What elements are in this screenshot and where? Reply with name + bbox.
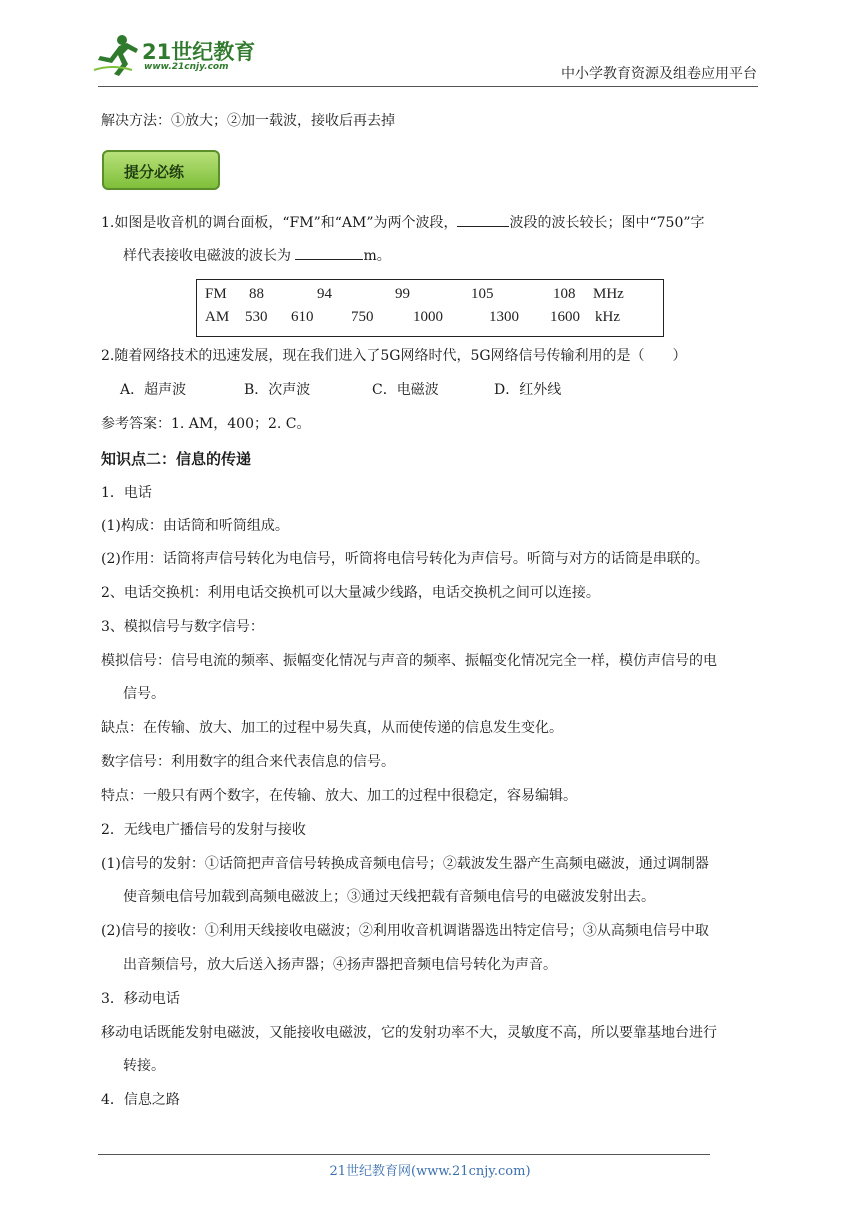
- logo-text: 21世纪教育: [142, 40, 256, 64]
- am-value: 750: [351, 309, 374, 325]
- question-2-stem: 2.随着网络技术的迅速发展，现在我们进入了5G网络时代，5G网络信号传输利用的是（ ）: [101, 348, 687, 364]
- content-line: 出音频信号，放大后送入扬声器；④扬声器把音频电信号转化为声音。: [123, 957, 557, 973]
- content-line: 3、模拟信号与数字信号：: [101, 619, 264, 635]
- platform-label: 中小学教育资源及组卷应用平台: [561, 66, 757, 82]
- content-line: 1．电话: [101, 485, 152, 501]
- fm-value: 108: [553, 286, 576, 302]
- question-2-options: [120, 380, 561, 400]
- footer-divider: [98, 1154, 710, 1155]
- am-label: AM: [205, 309, 230, 325]
- content-line: (2)作用：话筒将声信号转化为电信号，听筒将电信号转化为声信号。听筒与对方的话筒是串联的。: [101, 551, 709, 567]
- option-b: B．次声波: [244, 382, 311, 398]
- am-value: 1300: [489, 309, 519, 325]
- radio-dial-panel: [196, 279, 664, 337]
- content-line: 使音频电信号加载到高频电磁波上；③通过天线把载有音频电信号的电磁波发射出去。: [123, 889, 655, 905]
- runner-icon: [92, 34, 140, 78]
- fm-value: 99: [395, 286, 410, 302]
- option-d: D．红外线: [494, 382, 562, 398]
- content-line: 特点：一般只有两个数字，在传输、放大、加工的过程中很稳定，容易编辑。: [101, 788, 577, 804]
- q1-part-c: 样代表接收电磁波的波长为: [123, 248, 291, 264]
- fm-label: FM: [205, 286, 227, 302]
- answer-key: 参考答案：1. AM，400；2. C。: [101, 416, 311, 432]
- content-line: 转接。: [123, 1058, 165, 1074]
- fm-value: 88: [249, 286, 264, 302]
- q1-part-a: 1.如图是收音机的调台面板，“FM”和“AM”为两个波段，: [101, 215, 458, 231]
- site-logo: [92, 34, 272, 78]
- answer-blank-1: [457, 212, 509, 227]
- am-value: 1000: [413, 309, 443, 325]
- content-line: 2．无线电广播信号的发射与接收: [101, 822, 306, 838]
- fm-unit: MHz: [593, 286, 624, 302]
- badge-label: 提分必练: [124, 163, 185, 181]
- q1-part-b: 波段的波长较长；图中“750”字: [509, 215, 705, 231]
- fm-value: 105: [471, 286, 494, 302]
- am-value: 1600: [550, 309, 580, 325]
- page-header: [0, 0, 860, 90]
- option-c: C．电磁波: [372, 382, 439, 398]
- question-1-line-2: [123, 245, 391, 266]
- content-line: 移动电话既能发射电磁波，又能接收电磁波，它的发射功率不大，灵敏度不高，所以要靠基地台进行: [101, 1025, 717, 1041]
- solution-line: 解决方法：①放大；②加一载波，接收后再去掉: [101, 113, 395, 129]
- practice-badge: [102, 150, 220, 190]
- am-value: 610: [291, 309, 314, 325]
- content-line: 信号。: [123, 686, 165, 702]
- content-line: 数字信号：利用数字的组合来代表信息的信号。: [101, 754, 395, 770]
- header-divider: [98, 86, 758, 87]
- content-line: 模拟信号：信号电流的频率、振幅变化情况与声音的频率、振幅变化情况完全一样，模仿声信号的电: [101, 653, 717, 669]
- content-line: (1)构成：由话筒和听筒组成。: [101, 518, 289, 534]
- section-title: 知识点二：信息的传递: [101, 450, 252, 468]
- question-1-line-1: [101, 212, 705, 233]
- content-line: 2、电话交换机：利用电话交换机可以大量减少线路，电话交换机之间可以连接。: [101, 585, 600, 601]
- logo-url: www.21cnjy.com: [144, 62, 229, 72]
- content-line: 缺点：在传输、放大、加工的过程中易失真，从而使传递的信息发生变化。: [101, 720, 563, 736]
- fm-value: 94: [317, 286, 332, 302]
- am-unit: kHz: [595, 309, 620, 325]
- option-a: A．超声波: [120, 382, 187, 398]
- content-line: 4．信息之路: [101, 1092, 180, 1108]
- am-value: 530: [245, 309, 268, 325]
- content-line: 3．移动电话: [101, 991, 180, 1007]
- content-line: (1)信号的发射：①话筒把声音信号转换成音频电信号；②载波发生器产生高频电磁波，通过调制器: [101, 856, 709, 872]
- page-footer[interactable]: 21世纪教育网(www.21cnjy.com): [329, 1164, 531, 1179]
- q1-part-d: m。: [363, 248, 391, 264]
- content-line: (2)信号的接收：①利用天线接收电磁波；②利用收音机调谐器选出特定信号；③从高频电信号中取: [101, 923, 709, 939]
- answer-blank-2: [295, 245, 363, 260]
